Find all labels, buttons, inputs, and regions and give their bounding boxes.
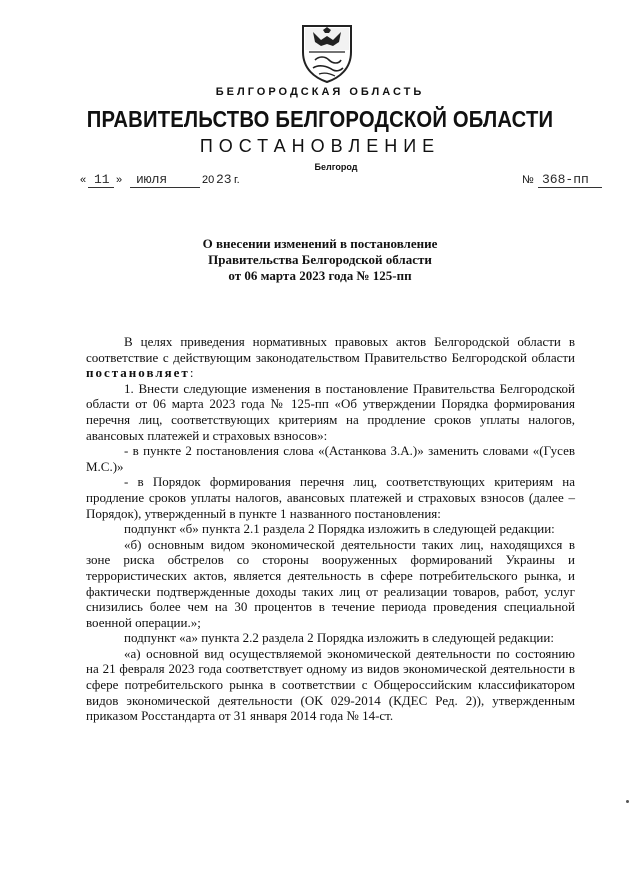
title-line-3: от 06 марта 2023 года № 125-пп: [228, 268, 412, 283]
preamble-text: В целях приведения нормативных правовых актов Белгородской области в соответствие с действующим законодательством Правительство Белгородской области: [86, 334, 575, 365]
month-underline: [130, 187, 200, 188]
date-year-prefix: 20: [202, 174, 215, 186]
body-paragraph: - в пункте 2 постановления слова «(Астанкова З.А.)» заменить словами «(Гусев М.С.)»: [86, 443, 575, 474]
day-underline: [88, 187, 114, 188]
date-quote-open: «: [80, 174, 87, 186]
number-sign: №: [522, 174, 534, 186]
document-type: ПОСТАНОВЛЕНИЕ: [199, 136, 441, 156]
preamble-paragraph: [86, 334, 575, 381]
document-number: 368-пп: [542, 172, 589, 187]
body-paragraph: - в Порядок формирования перечня лиц, соответствующих критериям на продление сроков уплаты налогов, авансовых платежей и страховых взносов (далее – Порядок), утвержденный в пункте 1 названного постановления:: [86, 474, 575, 521]
coat-of-arms-icon: [299, 22, 355, 84]
number-underline: [538, 187, 602, 188]
decree-word: постановляет: [86, 365, 190, 381]
body-paragraph: «б) основным видом экономической деятельности таких лиц, находящихся в зоне риска обстрелов со стороны вооруженных формирований Украины и террористических актов, является деятельность в сфере потребительского рынка, и фактически подтвержденные доходы таких лиц от реализации товаров, работ, услуг снизились более чем на 30 процентов в течение периода проведения специальной военной операции.»;: [86, 536, 575, 630]
region-name: БЕЛГОРОДСКАЯ ОБЛАСТЬ: [215, 86, 425, 98]
date-year-abbr: г.: [234, 174, 240, 186]
date-year-suffix: 23: [216, 172, 232, 187]
title-line-2: Правительства Белгородской области: [208, 252, 432, 267]
date-number-line: [80, 172, 620, 192]
document-body: [86, 334, 575, 724]
scan-speck: [626, 800, 629, 803]
body-paragraph: подпункт «б» пункта 2.1 раздела 2 Порядка изложить в следующей редакции:: [124, 521, 555, 537]
date-quote-close: »: [116, 174, 123, 186]
title-line-1: О внесении изменений в постановление: [202, 236, 438, 251]
body-paragraph: 1. Внести следующие изменения в постановление Правительства Белгородской области от 06 марта 2023 года № 125-пп «Об утверждении Порядка формирования перечня лиц, соответствующих критериям на продление сроков уплаты налогов, авансовых платежей и страховых взносов»:: [86, 380, 575, 443]
date-day: 11: [94, 172, 110, 187]
government-title: ПРАВИТЕЛЬСТВО БЕЛГОРОДСКОЙ ОБЛАСТИ: [86, 106, 554, 132]
body-paragraph: «а) основной вид осуществляемой экономической деятельности по состоянию на 21 февраля 2023 года соответствует одному из видов экономической деятельности в сфере потребительского рынка в соответствии с Общероссийским классификатором видов экономической деятельности (ОК 029-2014 (КДЕС Ред. 2)), утвержденным приказом Росстандарта от 31 января 2014 года № 14-ст.: [86, 645, 575, 724]
document-title: [120, 236, 520, 284]
preamble-colon: :: [189, 365, 194, 381]
body-paragraph: подпункт «а» пункта 2.2 раздела 2 Порядка изложить в следующей редакции:: [124, 630, 554, 646]
city-name: Белгород: [314, 162, 358, 172]
date-month: июля: [136, 172, 168, 187]
